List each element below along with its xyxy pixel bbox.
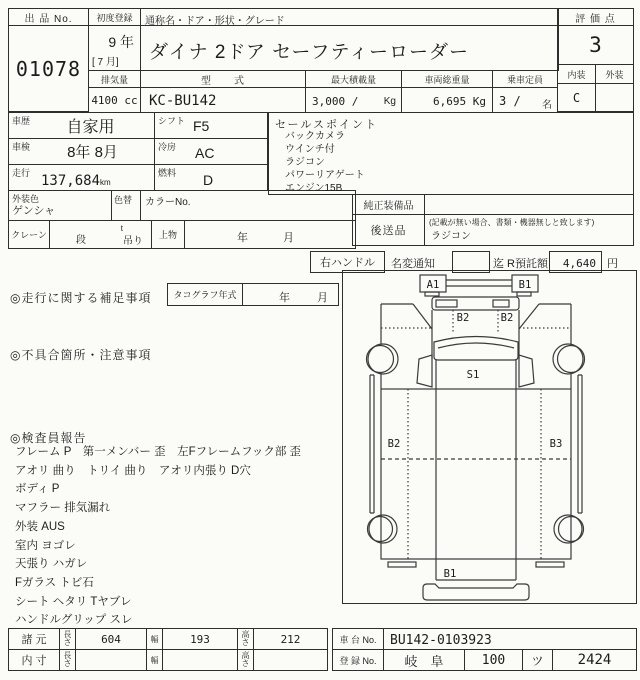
diagram-label-b3-bed: B3 <box>549 438 563 450</box>
score-label: 評 価 点 <box>557 8 634 26</box>
registration-number: 2424 <box>552 649 637 671</box>
body-label: 上物 <box>151 220 185 249</box>
capacity-value: 3 / <box>499 94 521 108</box>
rear-wheel-left <box>368 517 393 542</box>
door-right <box>519 355 534 387</box>
sales-points-title: セールスポイント <box>275 119 379 131</box>
model-value: KC-BU142 <box>149 93 217 109</box>
ac-label: 冷房 <box>158 142 177 152</box>
sales-point-item: パワーリアゲート <box>285 170 365 181</box>
windshield <box>434 337 518 361</box>
genuine-equipment-label: 純正装備品 <box>352 194 425 215</box>
width-label: 幅 <box>146 649 163 671</box>
rear-tab-left <box>388 562 416 567</box>
inspector-line: ハンドルグリップ スレ <box>15 614 133 627</box>
spec-width: 193 <box>162 628 238 650</box>
inspector-line: 外装 AUS <box>15 520 65 533</box>
history-value: 自家用 <box>66 119 115 136</box>
gross-weight-label: 車両総重量 <box>401 70 493 88</box>
mileage-note-title: ◎走行に関する補足事項 <box>10 291 152 305</box>
inner-length <box>75 649 147 671</box>
front-bumper-tab <box>517 292 531 296</box>
chassis-no-value: BU142-0103923 <box>390 633 492 648</box>
handle-badge: 右ハンドル <box>310 251 385 273</box>
diagram-label-b2-bed: B2 <box>387 438 401 450</box>
first-registration-label: 初度登録 <box>88 8 141 26</box>
inspector-line: シート ヘタリ Tヤブレ <box>15 595 132 608</box>
later-items-label: 後送品 <box>352 214 425 246</box>
crane-lift-label: 吊り <box>123 236 143 247</box>
model-label: 型 式 <box>140 70 306 88</box>
sales-point-item: エンジン15B <box>285 183 343 194</box>
diagram-label-b2-cab-left: B2 <box>456 312 470 324</box>
inspector-title: ◎検査員報告 <box>10 431 87 445</box>
max-load-unit: Kg <box>383 96 396 107</box>
diagram-label-b1-front: B1 <box>518 279 532 291</box>
name-change-label: 名変通知 <box>391 258 435 270</box>
front-bumper-tab <box>425 292 439 296</box>
exterior-color-label: 外装色 <box>12 194 40 204</box>
rear-bumper <box>423 584 529 600</box>
deposit-value: 4,640 <box>562 257 596 270</box>
inspector-line: 室内 ヨゴレ <box>15 539 76 552</box>
inner-width <box>162 649 238 671</box>
vehicle-diagram-box <box>342 270 637 604</box>
cab-front-panel <box>432 297 519 310</box>
fender-right <box>519 304 539 329</box>
auction-no-label: 出 品 No. <box>8 8 89 26</box>
defect-title: ◎不具合箇所・注意事項 <box>10 348 152 362</box>
inspection-label: 車検 <box>12 142 31 152</box>
spec-length: 604 <box>75 628 147 650</box>
color-no-label: カラーNo. <box>145 197 191 208</box>
displacement-label: 排気量 <box>88 70 141 88</box>
sales-point-item: バックカメラ <box>285 131 345 142</box>
ac-value: AC <box>195 145 215 161</box>
exterior-color-value: ゲンシャ <box>12 205 56 217</box>
side-guard-left <box>370 375 374 513</box>
inner-dim-label: 内 寸 <box>8 649 60 671</box>
registration-kana: ツ <box>522 649 553 671</box>
windshield-inner-line <box>438 343 514 348</box>
diagram-label-a1: A1 <box>426 279 440 291</box>
body-year-label: 年 <box>237 232 248 244</box>
auction-no-value: 01078 <box>8 25 89 112</box>
gross-weight-value: 6,695 Kg <box>433 95 486 108</box>
history-label: 車歴 <box>12 116 31 126</box>
inspector-line: フレーム P 第一メンバー 歪 左Fフレームフック部 歪 <box>15 446 302 458</box>
headlight-left <box>436 300 457 307</box>
mileage-unit: km <box>100 178 111 187</box>
body-month-label: 月 <box>283 232 294 244</box>
inspector-line: マフラー 排気漏れ <box>15 502 111 515</box>
score-value: 3 <box>557 25 634 65</box>
inspector-line: ボディ P <box>15 483 60 496</box>
tachograph-label: タコグラフ年式 <box>167 283 243 306</box>
registration-area: 岐 阜 <box>383 649 465 671</box>
diagram-label-b2-cab-right: B2 <box>500 312 514 324</box>
inspector-line: Fガラス トビ石 <box>15 576 94 589</box>
chassis-no-label: 車 台 No. <box>332 628 384 650</box>
height-label: 高さ <box>241 630 250 647</box>
genuine-equipment-value <box>424 194 634 215</box>
max-load-label: 最大積載量 <box>305 70 402 88</box>
deposit-label: R預託額 <box>507 258 548 270</box>
shift-label: シフト <box>158 116 186 126</box>
later-items-value: ラジコン <box>431 231 471 242</box>
capacity-label: 乗車定員 <box>492 70 558 88</box>
displacement-value: 4100 cc <box>88 87 141 113</box>
interior-label: 内装 <box>557 64 596 84</box>
side-guard-right <box>578 375 582 513</box>
inspector-line: 天張り ハガレ <box>15 558 88 571</box>
inspection-value: 8年 8月 <box>67 144 118 161</box>
registration-no-label: 登 録 No. <box>332 649 384 671</box>
door-left <box>417 355 432 387</box>
fuel-value: D <box>203 172 214 188</box>
front-wheel-right <box>558 346 585 373</box>
length-label: 長さ <box>63 630 72 647</box>
height-label: 高さ <box>241 651 250 668</box>
fender-left <box>413 304 432 329</box>
first-registration-month: [ 7 月] <box>92 57 119 68</box>
sales-points-box <box>268 112 634 195</box>
yen-label: 円 <box>607 258 618 270</box>
front-wheel-left <box>367 346 394 373</box>
cargo-bed <box>381 389 571 559</box>
rear-tab-right <box>536 562 564 567</box>
inspector-line: アオリ 曲り トリイ 曲り アオリ内張り D穴 <box>15 464 251 477</box>
vehicle-name: ダイナ 2ドア セーフティーローダー <box>149 42 469 63</box>
inspector-report <box>15 443 337 630</box>
max-load-value: 3,000 / <box>312 95 359 108</box>
shift-value: F5 <box>193 118 210 134</box>
later-items-note: (記載が無い場合、書類・機器無しと致します) <box>429 218 595 227</box>
inner-height <box>253 649 328 671</box>
headlight-right <box>493 300 509 307</box>
vehicle-damage-diagram <box>343 271 636 603</box>
tachograph-month: 月 <box>317 292 328 304</box>
width-label: 幅 <box>146 628 163 650</box>
spec-label: 諸 元 <box>8 628 60 650</box>
crane-stage-label: 段 <box>76 235 86 246</box>
color-change-label: 色替 <box>114 195 133 205</box>
until-label: 迄 <box>493 258 504 270</box>
first-registration-year: 9 年 <box>108 34 134 50</box>
registration-class: 100 <box>464 649 523 671</box>
diagram-label-b1-rear: B1 <box>443 568 457 580</box>
vehicle-name-label: 通称名・ドア・形状・グレード <box>145 16 285 27</box>
crane-label: クレーン <box>8 220 50 249</box>
mileage-value: 137,684 <box>41 173 101 189</box>
capacity-unit: 名 <box>542 100 552 111</box>
fuel-label: 燃料 <box>158 168 177 178</box>
crane-ton-label: t <box>120 224 123 233</box>
exterior-label: 外装 <box>595 64 634 84</box>
mileage-label: 走行 <box>12 168 31 178</box>
spec-height: 212 <box>253 628 328 650</box>
exterior-grade <box>595 83 634 112</box>
sales-point-item: ラジコン <box>285 157 325 168</box>
diagram-label-s1: S1 <box>466 369 480 381</box>
sales-point-item: ウインチ付 <box>285 144 335 155</box>
tachograph-year: 年 <box>279 292 290 304</box>
length-label: 長さ <box>63 651 72 668</box>
interior-grade: C <box>557 83 596 112</box>
